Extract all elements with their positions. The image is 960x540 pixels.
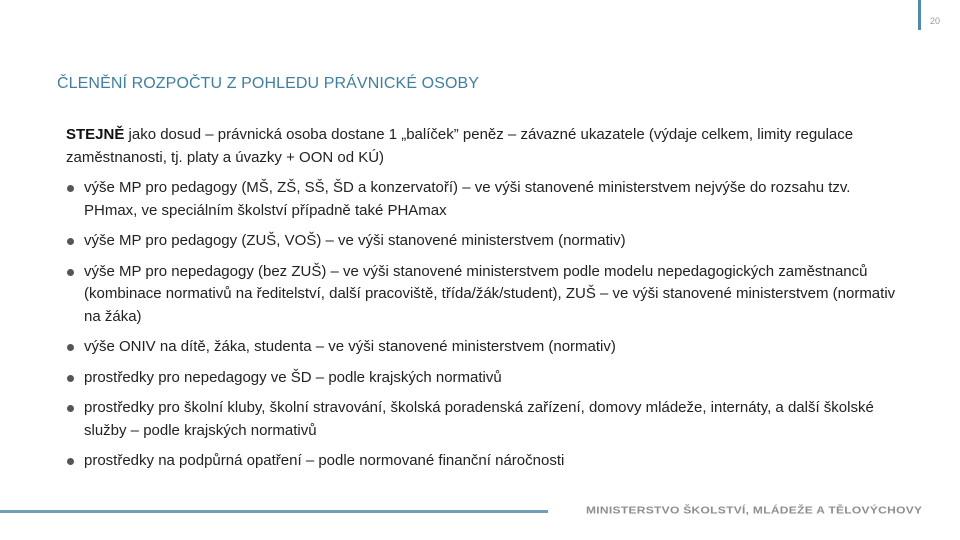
- bullet-icon: [67, 405, 74, 412]
- intro-emphasis: STEJNĚ: [66, 126, 125, 143]
- list-item-text: výše ONIV na dítě, žáka, studenta – ve výši stanovené ministerstvem (normativ): [84, 338, 616, 355]
- bullet-list: [66, 177, 896, 473]
- list-item: [66, 261, 896, 329]
- list-item: [66, 230, 896, 253]
- list-item-text: výše MP pro nepedagogy (bez ZUŠ) – ve výši stanovené ministerstvem podle modelu nepedagogických zaměstnanců (kombinace normativů na ředitelství, další pracoviště, třída/žák/student), ZUŠ – ve výši stanovené ministerstvem (normativ na žáka): [84, 262, 896, 325]
- list-item: [66, 336, 896, 359]
- bullet-icon: [67, 375, 74, 382]
- ministry-logo-text: MINISTERSTVO ŠKOLSTVÍ, MLÁDEŽE A TĚLOVÝCHOVY: [586, 504, 923, 516]
- list-item: [66, 397, 896, 442]
- slide-content: [66, 124, 896, 481]
- footer-divider: [0, 510, 548, 513]
- bullet-icon: [67, 344, 74, 351]
- bullet-icon: [67, 458, 74, 465]
- intro-text: jako dosud – právnická osoba dostane 1 „balíček” peněz – závazné ukazatele (výdaje celkem, limity regulace zaměstnanosti, tj. platy a úvazky + OON od KÚ): [66, 126, 854, 166]
- bullet-icon: [67, 269, 74, 276]
- list-item: [66, 367, 896, 390]
- list-item-text: prostředky pro nepedagogy ve ŠD – podle krajských normativů: [84, 368, 502, 386]
- list-item-text: prostředky na podpůrná opatření – podle normované finanční náročnosti: [84, 452, 565, 469]
- list-item: [66, 177, 896, 222]
- list-item-text: prostředky pro školní kluby, školní stravování, školská poradenská zařízení, domovy mládeže, internáty, a další školské služby – podle krajských normativů: [84, 399, 874, 439]
- bullet-icon: [67, 185, 74, 192]
- list-item-text: výše MP pro pedagogy (MŠ, ZŠ, SŠ, ŠD a konzervatoří) – ve výši stanovené ministerstvem nejvýše do rozsahu tzv. PHmax, ve speciálním školství případně také PHAmax: [84, 179, 851, 219]
- top-divider: [918, 0, 921, 30]
- intro-paragraph: [66, 124, 896, 169]
- slide-title: ČLENĚNÍ ROZPOČTU Z POHLEDU PRÁVNICKÉ OSOBY: [57, 75, 480, 92]
- list-item-text: výše MP pro pedagogy (ZUŠ, VOŠ) – ve výši stanovené ministerstvem (normativ): [84, 232, 626, 249]
- page-number: 20: [930, 16, 941, 26]
- bullet-icon: [67, 238, 74, 245]
- list-item: [66, 450, 896, 473]
